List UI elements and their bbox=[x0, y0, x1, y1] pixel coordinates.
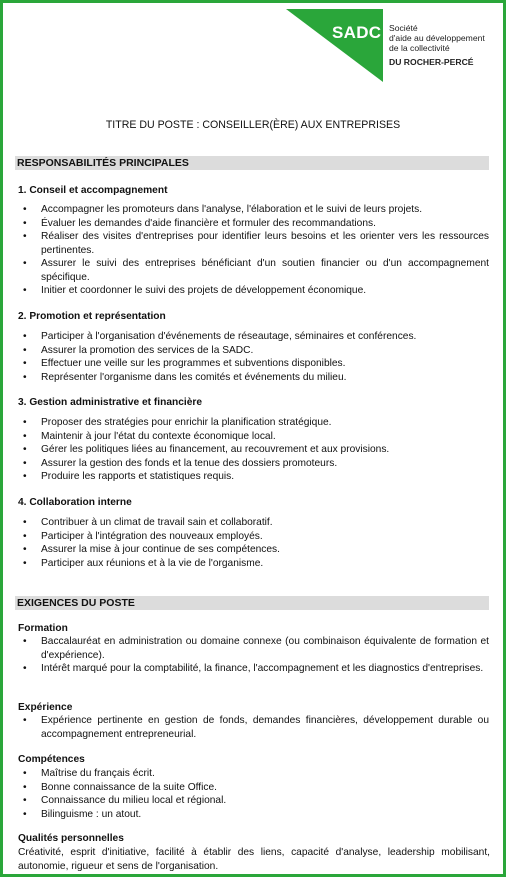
org-place: DU ROCHER-PERCÉ bbox=[389, 57, 474, 67]
list-item: • Produire les rapports et statistiques requis. bbox=[41, 470, 489, 484]
list-item: • Réaliser des visites d'entreprises pour identifier leurs besoins et les orienter vers les ressources pertinentes. bbox=[41, 230, 489, 257]
org-line: d'aide au développement bbox=[389, 33, 485, 43]
section-heading-requirements: EXIGENCES DU POSTE bbox=[15, 596, 489, 610]
requirement-heading-qualites: Qualités personnelles bbox=[18, 833, 124, 844]
requirement-heading-competences: Compétences bbox=[18, 754, 85, 765]
list-item: • Gérer les politiques liées au financement, au recouvrement et aux provisions. bbox=[41, 443, 489, 457]
list-item: • Expérience pertinente en gestion de fonds, demandes financières, développement durable ou accompagnement entrepreneurial. bbox=[41, 714, 489, 741]
group-heading: 2. Promotion et représentation bbox=[18, 311, 166, 322]
list-item: • Assurer le suivi des entreprises bénéficiant d'un soutien financier ou d'un accompagnement spécifique. bbox=[41, 257, 489, 284]
group-heading: 3. Gestion administrative et financière bbox=[18, 397, 203, 408]
job-title: TITRE DU POSTE : CONSEILLER(ÈRE) AUX ENTREPRISES bbox=[105, 119, 401, 131]
bullet-list bbox=[41, 635, 489, 676]
organization-name bbox=[389, 23, 485, 67]
list-item: • Évaluer les demandes d'aide financière et formuler des recommandations. bbox=[41, 217, 489, 231]
list-item: • Participer à l'intégration des nouveaux employés. bbox=[41, 530, 489, 544]
list-item: • Maintenir à jour l'état du contexte économique local. bbox=[41, 430, 489, 444]
org-line: de la collectivité bbox=[389, 43, 450, 53]
list-item: • Baccalauréat en administration ou domaine connexe (ou combinaison équivalente de formation et d'expérience). bbox=[41, 635, 489, 662]
bullet-list bbox=[41, 516, 489, 570]
qualites-text: Créativité, esprit d'initiative, facilité à établir des liens, capacité d'analyse, leadership mobilisant, autonomie, rigueur et sens de l'organisation. bbox=[18, 847, 490, 872]
org-line: Société bbox=[389, 23, 418, 33]
bullet-list bbox=[41, 767, 489, 821]
section-heading-responsibilities: RESPONSABILITÉS PRINCIPALES bbox=[15, 156, 489, 170]
sadc-logo-triangle bbox=[286, 9, 383, 82]
list-item: • Participer à l'organisation d'événements de réseautage, séminaires et conférences. bbox=[41, 330, 489, 344]
list-item: • Intérêt marqué pour la comptabilité, la finance, l'accompagnement et les diagnostics d'entreprises. bbox=[41, 662, 489, 676]
sadc-logo-text: SADC bbox=[332, 23, 382, 42]
bullet-list bbox=[41, 416, 489, 484]
list-item: • Accompagner les promoteurs dans l'analyse, l'élaboration et le suivi de leurs projets. bbox=[41, 203, 489, 217]
list-item: • Bilinguisme : un atout. bbox=[41, 808, 489, 822]
list-item: • Assurer la promotion des services de la SADC. bbox=[41, 344, 489, 358]
list-item: • Représenter l'organisme dans les comités et événements du milieu. bbox=[41, 371, 489, 385]
list-item: • Effectuer une veille sur les programmes et subventions disponibles. bbox=[41, 357, 489, 371]
list-item: • Participer aux réunions et à la vie de l'organisme. bbox=[41, 557, 489, 571]
bullet-list bbox=[41, 330, 489, 384]
list-item: • Bonne connaissance de la suite Office. bbox=[41, 781, 489, 795]
list-item: • Assurer la mise à jour continue de ses compétences. bbox=[41, 543, 489, 557]
requirement-heading-formation: Formation bbox=[18, 623, 68, 634]
group-heading: 1. Conseil et accompagnement bbox=[18, 185, 168, 196]
list-item: • Proposer des stratégies pour enrichir la planification stratégique. bbox=[41, 416, 489, 430]
bullet-list bbox=[41, 203, 489, 298]
requirement-heading-experience: Expérience bbox=[18, 702, 73, 713]
group-heading: 4. Collaboration interne bbox=[18, 497, 132, 508]
list-item: • Contribuer à un climat de travail sain et collaboratif. bbox=[41, 516, 489, 530]
bullet-list bbox=[41, 714, 489, 741]
list-item: • Maîtrise du français écrit. bbox=[41, 767, 489, 781]
list-item: • Connaissance du milieu local et régional. bbox=[41, 794, 489, 808]
list-item: • Assurer la gestion des fonds et la tenue des dossiers promoteurs. bbox=[41, 457, 489, 471]
list-item: • Initier et coordonner le suivi des projets de développement économique. bbox=[41, 284, 489, 298]
